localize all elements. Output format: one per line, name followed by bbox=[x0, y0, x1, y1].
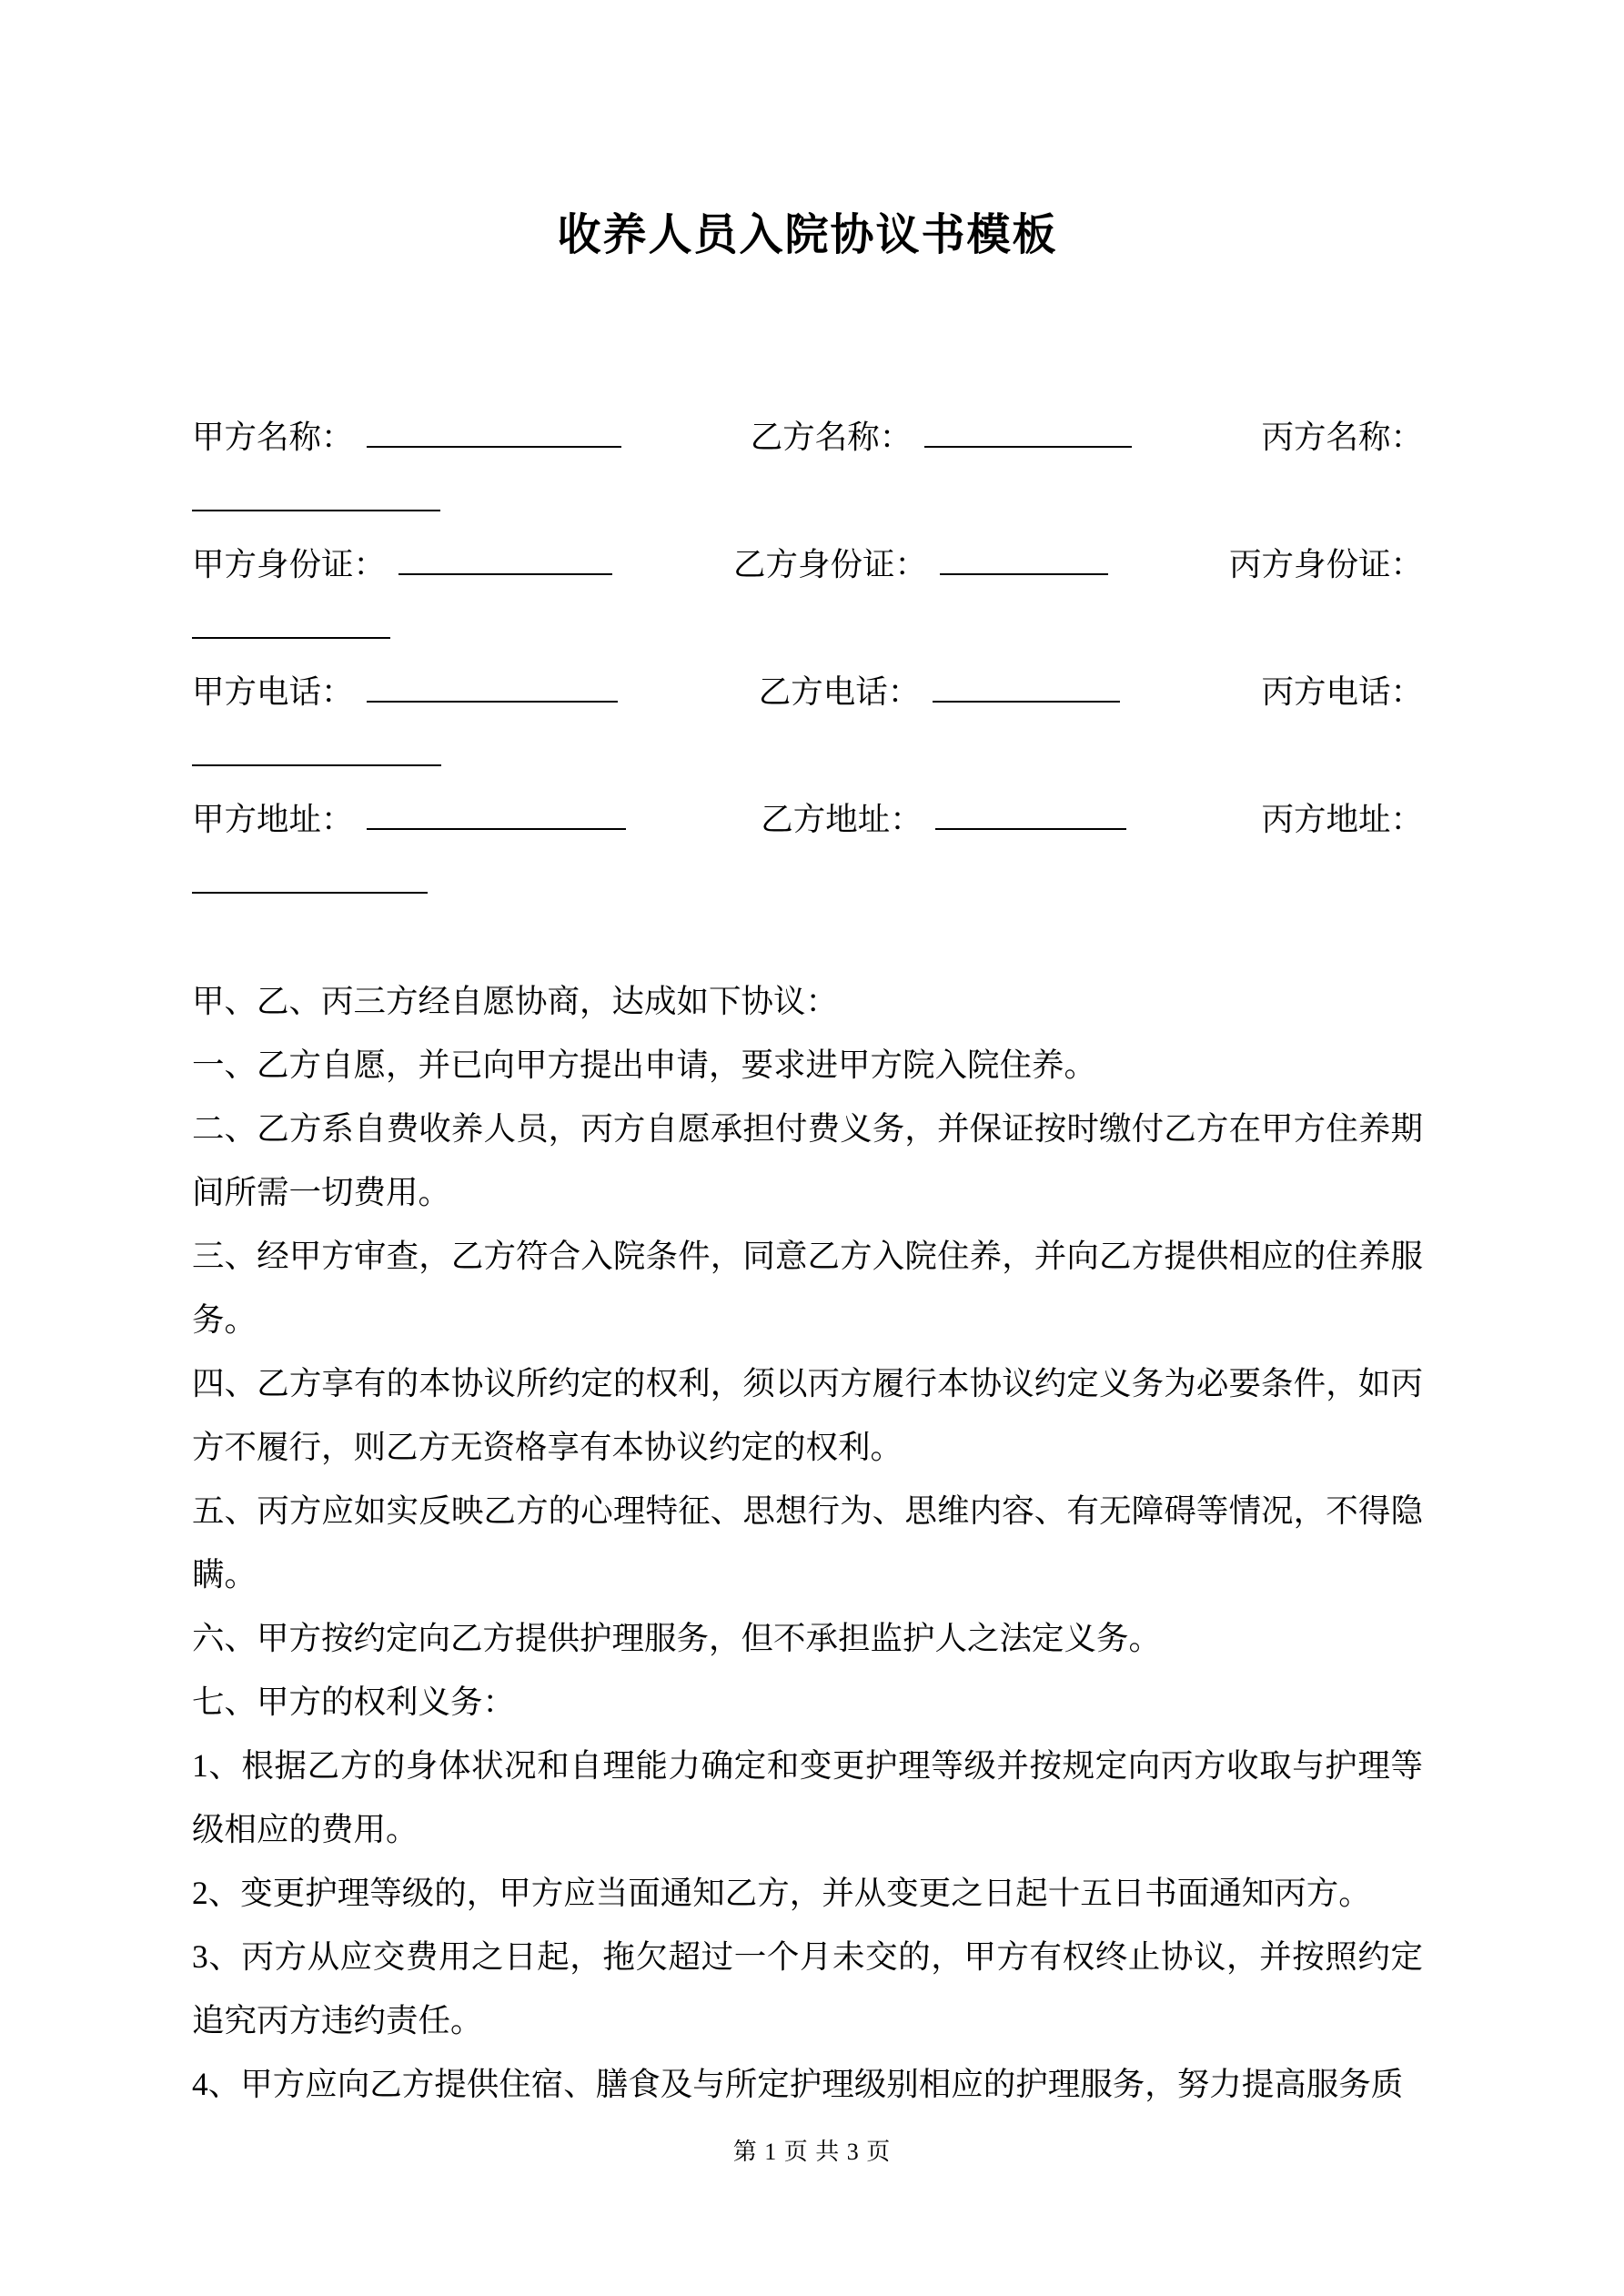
form-group bbox=[192, 532, 612, 596]
clause-7-4: 4、甲方应向乙方提供住宿、膳食及与所定护理级别相应的护理服务，努力提高服务质 bbox=[192, 2066, 1404, 2102]
field-label-yi-name: 乙方名称： bbox=[750, 419, 913, 455]
field-label-jia-id: 甲方身份证： bbox=[192, 546, 387, 582]
form-row-name bbox=[192, 405, 1423, 469]
agreement-body bbox=[192, 969, 1423, 2116]
form-group bbox=[192, 660, 618, 723]
form-row-phone-continuation bbox=[192, 723, 1423, 787]
form-group bbox=[761, 787, 1126, 851]
form-group bbox=[1261, 787, 1423, 851]
blank-field-yi-phone bbox=[933, 701, 1120, 703]
form-group bbox=[1261, 660, 1423, 723]
field-label-jia-name: 甲方名称： bbox=[192, 419, 354, 455]
blank-field-bing-address bbox=[192, 892, 428, 894]
field-label-yi-id: 乙方身份证： bbox=[732, 546, 927, 582]
field-label-bing-id: 丙方身份证： bbox=[1228, 546, 1423, 582]
page-title: 收养人员入院协议书模板 bbox=[557, 211, 1058, 259]
form-row-address-continuation bbox=[192, 851, 1423, 915]
form-row-name-continuation bbox=[192, 469, 1423, 532]
blank-field-jia-name bbox=[367, 446, 621, 448]
field-label-jia-phone: 甲方电话： bbox=[192, 673, 354, 710]
form-group bbox=[733, 532, 1108, 596]
form-row-id-continuation bbox=[192, 596, 1423, 660]
blank-field-bing-phone bbox=[192, 764, 441, 766]
clause-7-1: 1、根据乙方的身体状况和自理能力确定和变更护理等级并按规定向丙方收取与护理等级相应的费用。 bbox=[192, 1747, 1423, 1847]
field-label-yi-address: 乙方地址： bbox=[761, 801, 923, 837]
form-row-address bbox=[192, 787, 1423, 851]
clause-3: 三、经甲方审查，乙方符合入院条件，同意乙方入院住养，并向乙方提供相应的住养服务。 bbox=[192, 1238, 1423, 1338]
field-label-jia-address: 甲方地址： bbox=[192, 801, 354, 837]
clause-5: 五、丙方应如实反映乙方的心理特征、思想行为、思维内容、有无障碍等情况，不得隐瞒。 bbox=[192, 1492, 1423, 1593]
clause-7: 七、甲方的权利义务： bbox=[192, 1684, 516, 1720]
parties-form-section bbox=[192, 405, 1423, 915]
clause-7-3: 3、丙方从应交费用之日起，拖欠超过一个月未交的，甲方有权终止协议，并按照约定追究丙方违约责任。 bbox=[192, 1938, 1423, 2038]
field-label-bing-phone: 丙方电话： bbox=[1261, 673, 1423, 710]
form-row-phone bbox=[192, 660, 1423, 723]
page-number-footer: 第 1 页 共 3 页 bbox=[732, 2139, 892, 2165]
clause-4: 四、乙方享有的本协议所约定的权利，须以丙方履行本协议约定义务为必要条件，如丙方不履行，则乙方无资格享有本协议约定的权利。 bbox=[192, 1365, 1423, 1465]
clause-preamble: 甲、乙、丙三方经自愿协商，达成如下协议： bbox=[192, 983, 839, 1019]
clause-6: 六、甲方按约定向乙方提供护理服务，但不承担监护人之法定义务。 bbox=[192, 1620, 1162, 1656]
blank-field-jia-id bbox=[398, 573, 612, 575]
field-label-yi-phone: 乙方电话： bbox=[758, 673, 921, 710]
form-group bbox=[192, 405, 621, 469]
form-group bbox=[1261, 405, 1423, 469]
field-label-bing-address: 丙方地址： bbox=[1261, 801, 1423, 837]
clause-2: 二、乙方系自费收养人员，丙方自愿承担付费义务，并保证按时缴付乙方在甲方住养期间所需一切费用。 bbox=[192, 1110, 1423, 1210]
clause-1: 一、乙方自愿，并已向甲方提出申请，要求进甲方院入院住养。 bbox=[192, 1047, 1097, 1083]
blank-field-bing-id bbox=[192, 637, 390, 639]
blank-field-yi-name bbox=[924, 446, 1132, 448]
blank-field-bing-name bbox=[192, 510, 440, 511]
blank-field-jia-address bbox=[367, 828, 626, 830]
form-group bbox=[192, 787, 626, 851]
blank-field-yi-address bbox=[935, 828, 1126, 830]
blank-field-yi-id bbox=[940, 573, 1108, 575]
form-group bbox=[1229, 532, 1423, 596]
form-row-id bbox=[192, 532, 1423, 596]
blank-field-jia-phone bbox=[367, 701, 618, 703]
field-label-bing-name: 丙方名称： bbox=[1261, 419, 1423, 455]
form-group bbox=[759, 660, 1121, 723]
clause-7-2: 2、变更护理等级的，甲方应当面通知乙方，并从变更之日起十五日书面通知丙方。 bbox=[192, 1875, 1371, 1911]
form-group bbox=[751, 405, 1133, 469]
